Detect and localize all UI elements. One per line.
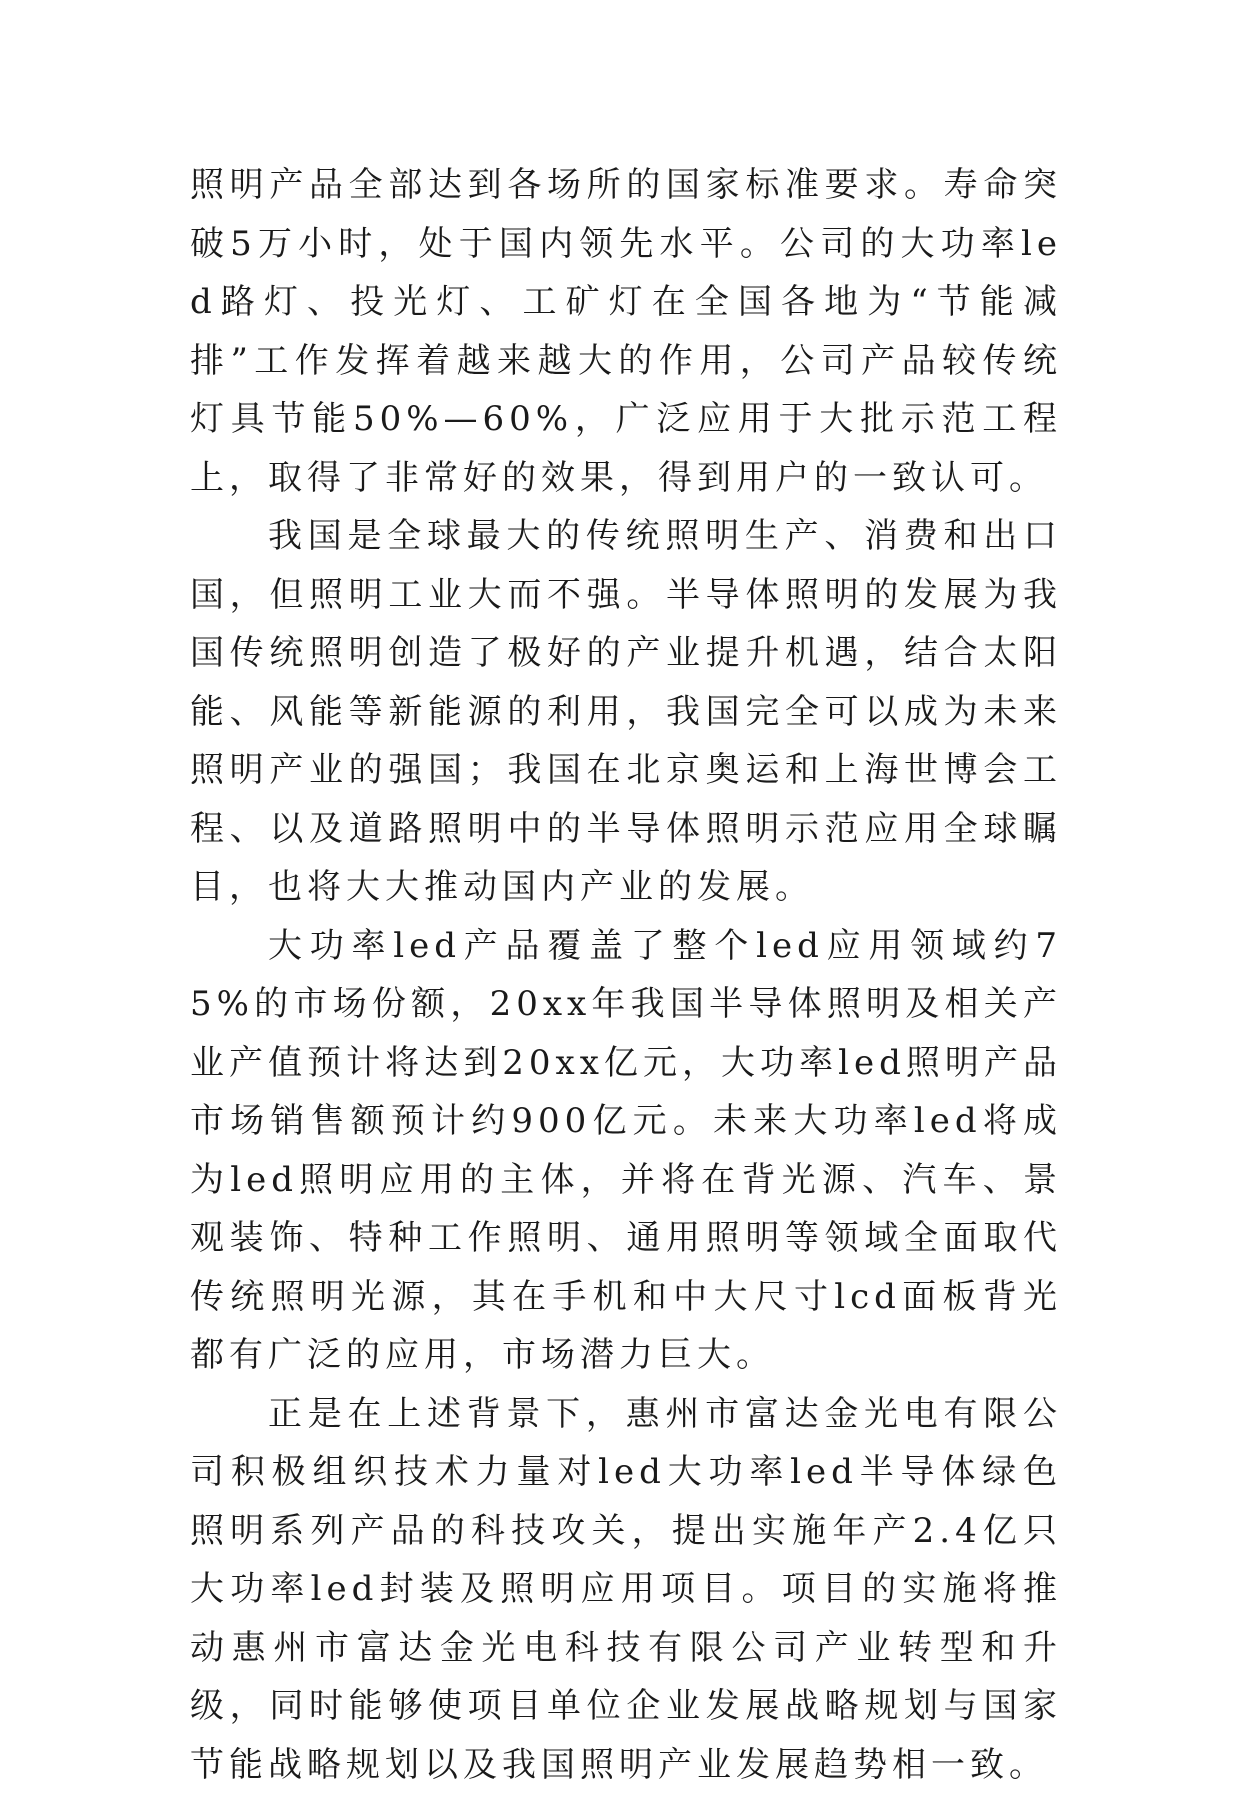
paragraph-1: 照明产品全部达到各场所的国家标准要求。寿命突破5万小时，处于国内领先水平。公司的大功率led路灯、投光灯、工矿灯在全国各地为“节能减排”工作发挥着越来越大的作用，公司产品较传统灯具节能50%—60%，广泛应用于大批示范工程上，取得了非常好的效果，得到用户的一致认可。	[190, 156, 1062, 507]
paragraph-4: 正是在上述背景下，惠州市富达金光电有限公司积极组织技术力量对led大功率led半导体绿色照明系列产品的科技攻关，提出实施年产2.4亿只大功率led封装及照明应用项目。项目的实施将推动惠州市富达金光电科技有限公司产业转型和升级，同时能够使项目单位企业发展战略规划与国家节能战略规划以及我国照明产业发展趋势相一致。	[190, 1385, 1062, 1794]
document-body	[190, 156, 1062, 1794]
paragraph-3: 大功率led产品覆盖了整个led应用领域约75%的市场份额，20xx年我国半导体照明及相关产业产值预计将达到20xx亿元，大功率led照明产品市场销售额预计约900亿元。未来大功率led将成为led照明应用的主体，并将在背光源、汽车、景观装饰、特种工作照明、通用照明等领域全面取代传统照明光源，其在手机和中大尺寸lcd面板背光都有广泛的应用，市场潜力巨大。	[190, 917, 1062, 1385]
paragraph-2: 我国是全球最大的传统照明生产、消费和出口国，但照明工业大而不强。半导体照明的发展为我国传统照明创造了极好的产业提升机遇，结合太阳能、风能等新能源的利用，我国完全可以成为未来照明产业的强国；我国在北京奥运和上海世博会工程、以及道路照明中的半导体照明示范应用全球瞩目，也将大大推动国内产业的发展。	[190, 507, 1062, 917]
